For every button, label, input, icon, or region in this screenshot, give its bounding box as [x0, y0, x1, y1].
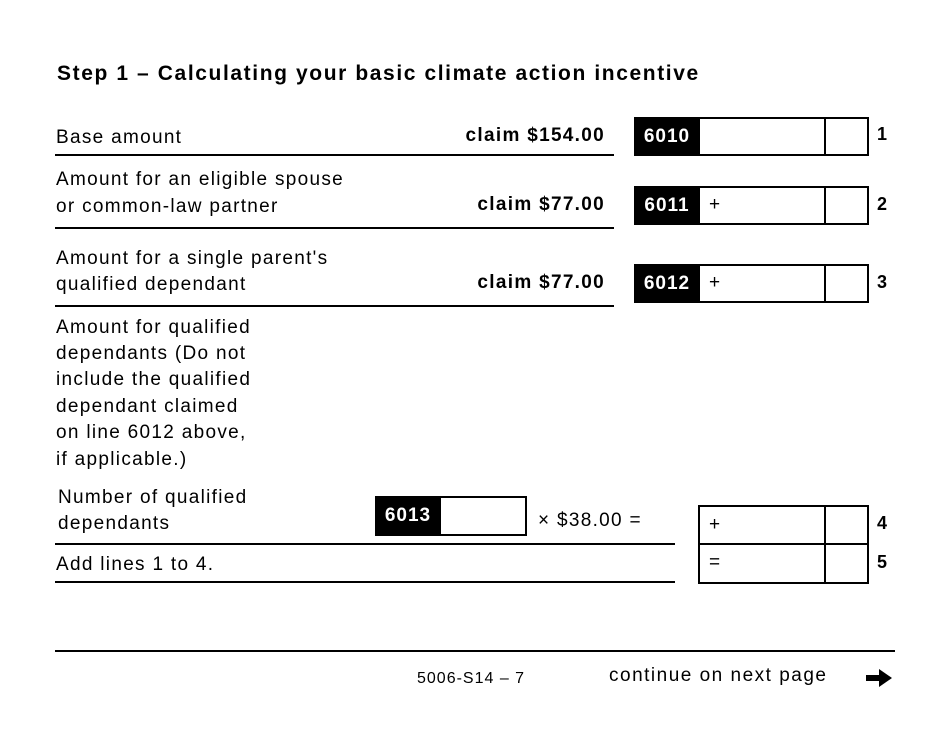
line-code-6013: 6013 [375, 496, 441, 536]
line-4-plus-sign: + [709, 514, 721, 535]
line-3-plus-sign: + [709, 272, 721, 293]
line-2-rule [55, 227, 614, 229]
qualified-desc-line-4: dependant claimed [56, 396, 239, 417]
line-number-1: 1 [877, 124, 888, 144]
line-3-cents-field[interactable] [824, 264, 869, 303]
line-5-rule [55, 581, 675, 583]
footer-rule [55, 650, 895, 652]
line-number-5: 5 [877, 552, 888, 572]
continue-text: continue on next page [609, 665, 828, 686]
number-of-dependants-field[interactable] [439, 496, 527, 536]
line-code-6011: 6011 [634, 186, 700, 225]
line-code-6010: 6010 [634, 117, 700, 156]
form-number: 5006-S14 – 7 [417, 670, 526, 687]
base-amount-label: Base amount [56, 127, 183, 148]
qualified-desc-line-3: include the qualified [56, 369, 252, 390]
line-number-3: 3 [877, 272, 888, 292]
line-4-rule [55, 543, 675, 545]
single-parent-claim: claim $77.00 [477, 272, 605, 293]
spouse-amount-claim: claim $77.00 [477, 194, 605, 215]
single-parent-label-1: Amount for a single parent's [56, 248, 329, 269]
spouse-amount-label-2: or common-law partner [56, 196, 279, 217]
spouse-amount-label-1: Amount for an eligible spouse [56, 169, 345, 190]
number-of-dependants-label-2: dependants [58, 513, 171, 534]
line-3-rule [55, 305, 614, 307]
add-lines-label: Add lines 1 to 4. [56, 554, 215, 575]
line-number-2: 2 [877, 194, 888, 214]
line-1-dollars-field[interactable] [698, 117, 826, 156]
qualified-desc-line-2: dependants (Do not [56, 343, 247, 364]
line-code-6012: 6012 [634, 264, 700, 303]
line-2-plus-sign: + [709, 194, 721, 215]
base-amount-claim: claim $154.00 [465, 125, 605, 146]
multiplier-text: × $38.00 = [538, 510, 642, 531]
line-5-equals-sign: = [709, 552, 721, 573]
single-parent-label-2: qualified dependant [56, 274, 247, 295]
line-number-4: 4 [877, 513, 888, 533]
line-1-cents-field[interactable] [824, 117, 869, 156]
line-4-cents-field[interactable] [824, 505, 869, 545]
qualified-desc-line-1: Amount for qualified [56, 317, 251, 338]
arrow-right-icon [865, 667, 893, 689]
section-title: Step 1 – Calculating your basic climate action incentive [57, 62, 700, 85]
number-of-dependants-label-1: Number of qualified [58, 487, 248, 508]
qualified-desc-line-6: if applicable.) [56, 449, 188, 470]
line-1-rule [55, 154, 614, 156]
qualified-desc-line-5: on line 6012 above, [56, 422, 247, 443]
line-2-cents-field[interactable] [824, 186, 869, 225]
line-5-cents-field[interactable] [824, 543, 869, 584]
